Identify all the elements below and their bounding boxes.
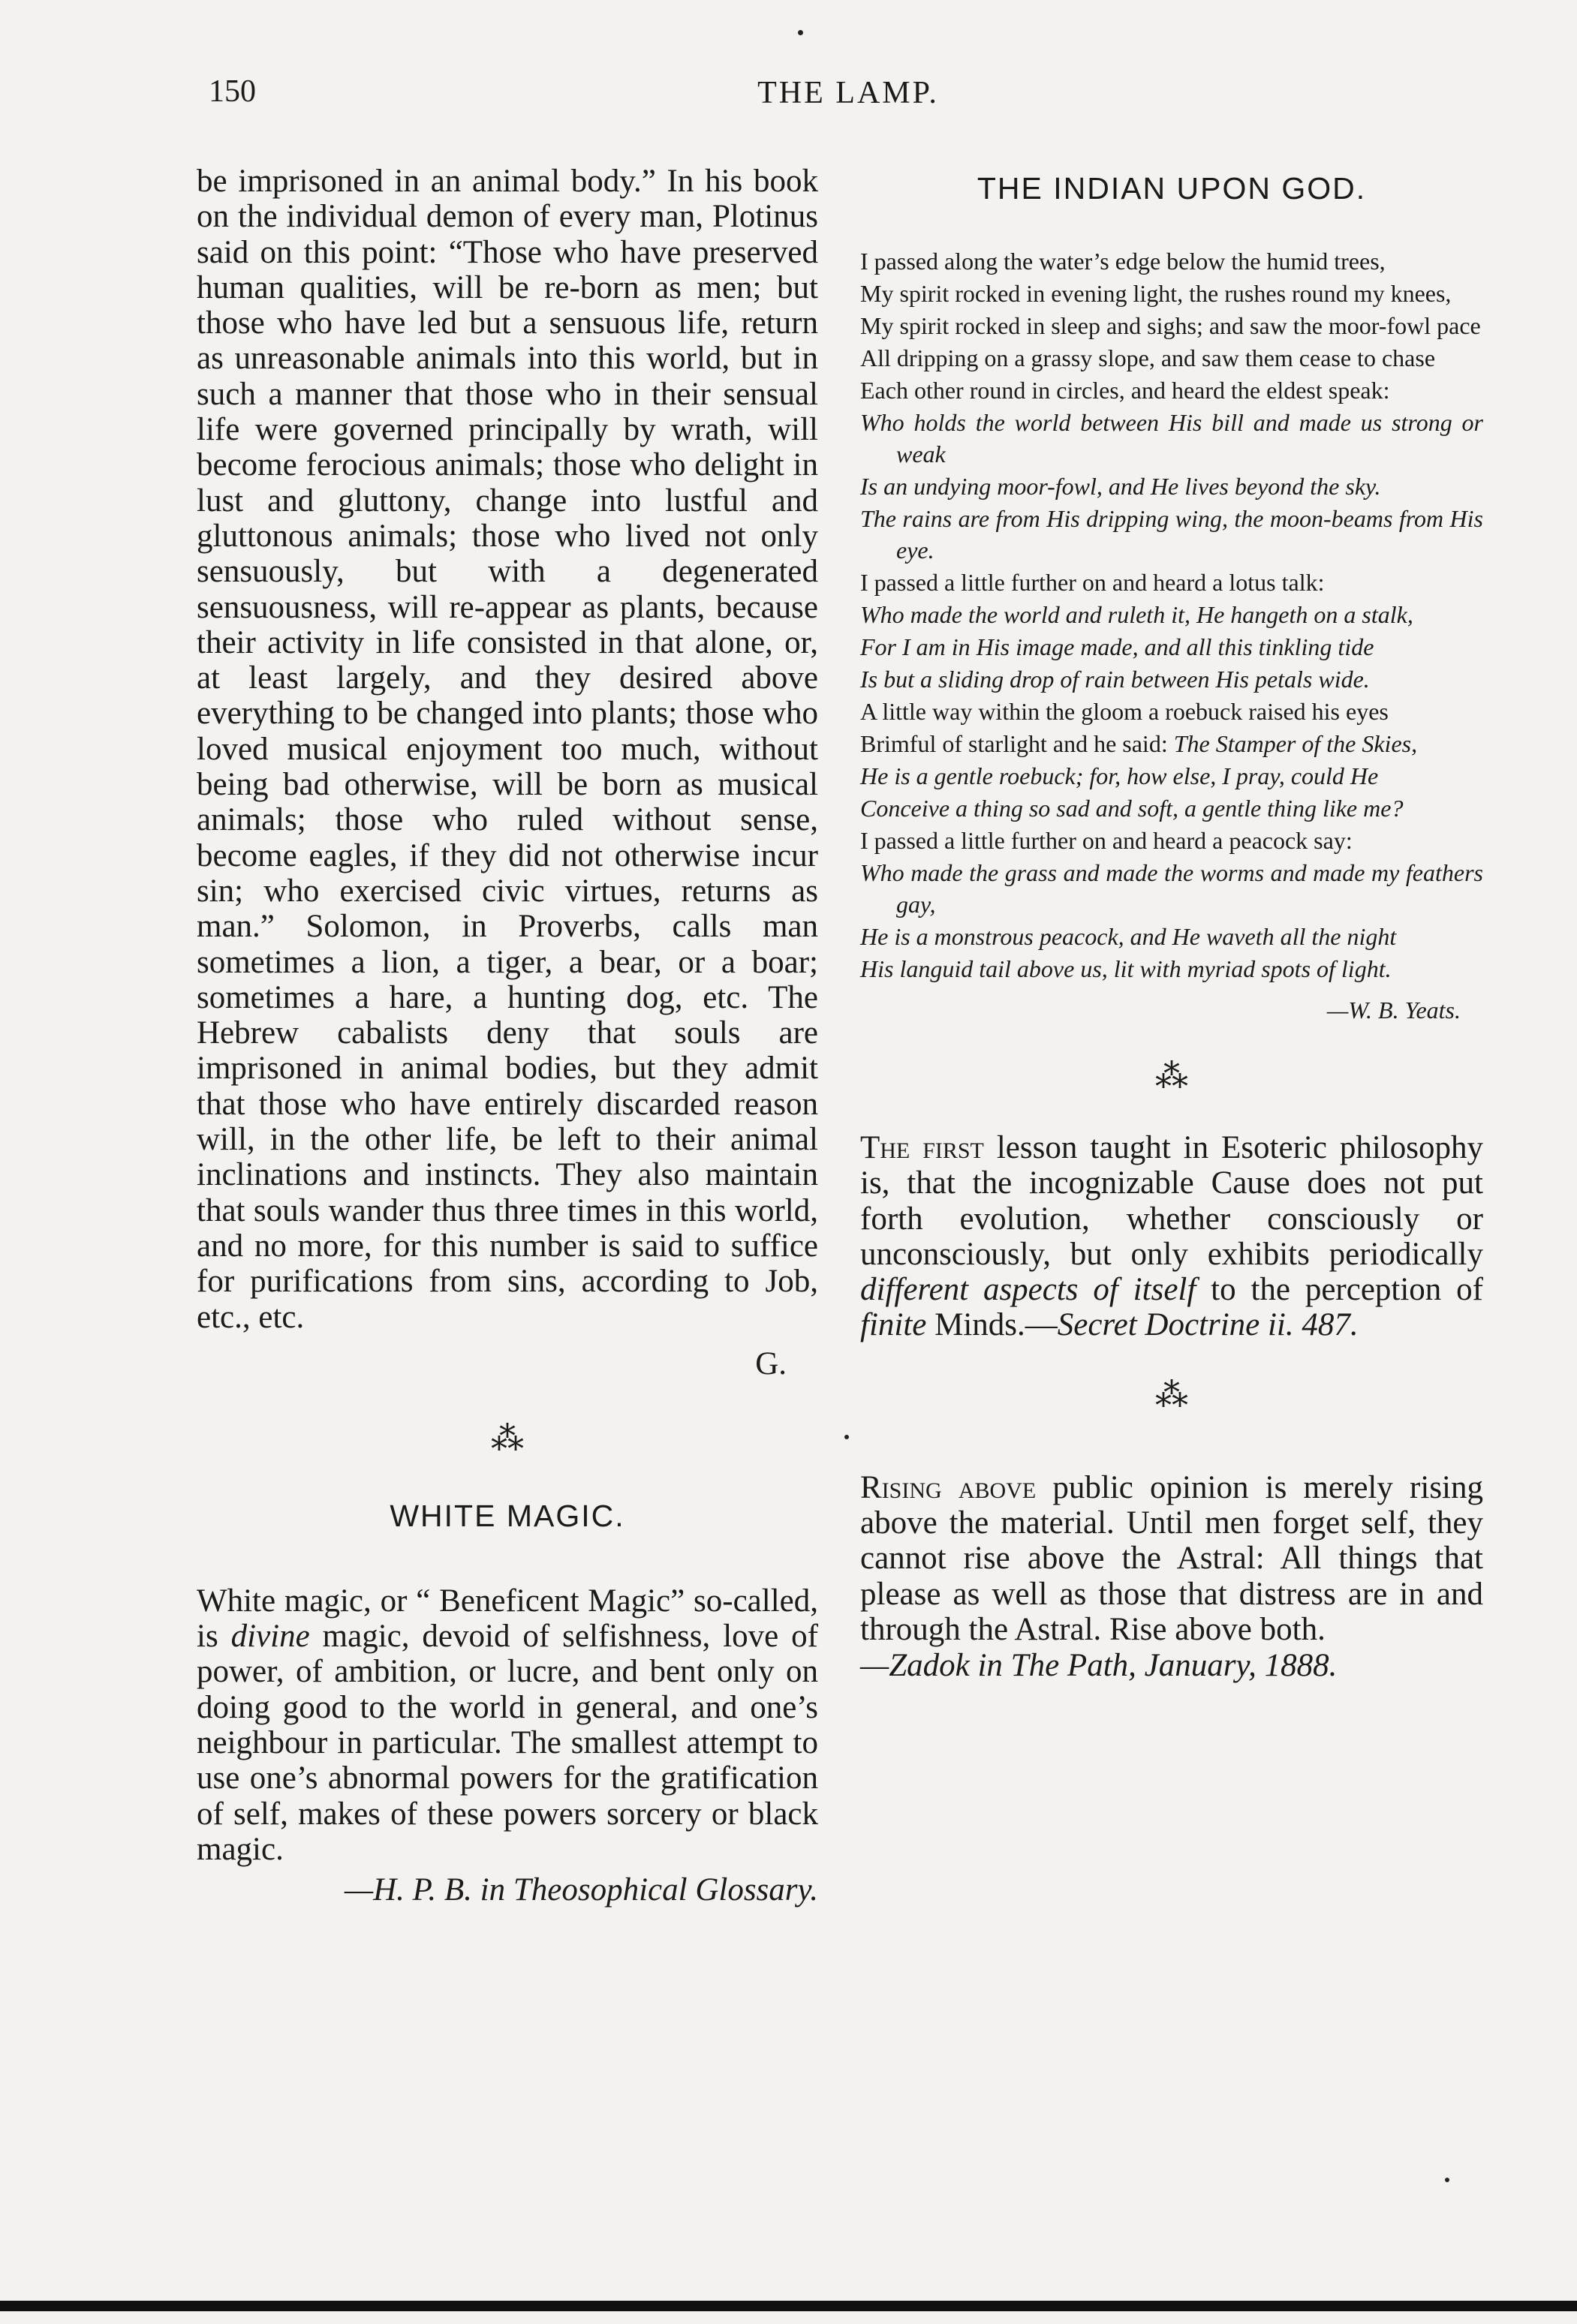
poem-line (860, 342, 1483, 374)
ornament-icon: ⁂ (491, 1420, 524, 1457)
author-initial: G. (755, 1345, 787, 1381)
poem-line-text: Each other round in circles, and heard the eldest speak: (860, 377, 1390, 404)
white-magic-text-end: magic, devoid of selfishness, love of power, of ambition, or lucre, and bent only on doing good to the world in general, and one’s neighbour in particular. The smallest attempt to use one’s abnormal powers for the gratification of self, makes of these powers sorcery or black magic. (197, 1619, 818, 1867)
poem-line-text: My spirit rocked in sleep and sighs; and saw the moor-fowl pace (860, 312, 1481, 339)
white-magic-citation: —H. P. B. in Theosophical Glossary. (344, 1872, 818, 1908)
rising-above-citation: —Zadok in The Path, January, 1888. (860, 1648, 1338, 1684)
ornament-icon: ⁂ (1155, 1058, 1188, 1095)
poem-line-text: Who made the grass and made the worms and made my feathers gay, (860, 859, 1483, 918)
print-speck (1445, 2178, 1449, 2182)
poem-line (860, 245, 1483, 277)
poem-line (860, 310, 1483, 341)
white-magic-paragraph (197, 1583, 818, 1867)
poem-line (860, 278, 1483, 309)
first-lesson-emphasis-finite: finite (860, 1307, 927, 1343)
poem-line (860, 567, 1483, 598)
poem-line-text: He is a gentle roebuck; for, how else, I pray, could He (860, 762, 1379, 789)
poem-line-text: Brimful of starlight and he said: (860, 730, 1168, 757)
page-edge-rule (0, 2301, 1577, 2311)
reincarnation-paragraph: be imprisoned in an animal body.” In his book on the individual demon of every man, Plotinus said on this point: “Those who have preserved human qualities, will be re-born as men; but those who have led but a sensuous life, return as unreasonable animals into this world, but in such a manner that those who in their sensual life were governed principally by wrath, will become ferocious animals; those who delight in lust and gluttony, change into lustful and gluttonous animals; those who lived not only sensuously, but with a degenerated sensuousness, will re-appear as plants, because their activity in life consisted in that alone, or, at least largely, and they desired above everything to be changed into plants; those who loved musical enjoyment too much, without being bad otherwise, will be born as musical animals; those who ruled without sense, become eagles, if they did not otherwise incur sin; who exercised civic virtues, returns as man.” Solomon, in Proverbs, calls man sometimes a lion, a tiger, a bear, or a boar; sometimes a hare, a hunting dog, etc. The Hebrew cabalists deny that souls are imprisoned in animal bodies, but they admit that those who have entirely discarded reason will, in the other life, be left to their animal inclinations and instincts. They also maintain that souls wander thus three times in this world, and no more, for this number is said to suffice for purifications from sins, according to Job, etc., etc. (197, 164, 818, 1335)
poem-line (860, 374, 1483, 406)
poem-line-text: A little way within the gloom a roebuck raised his eyes (860, 698, 1389, 725)
poem-line (860, 760, 1483, 792)
poem-line-text: I passed a little further on and heard a peacock say: (860, 827, 1353, 854)
first-lesson-text-start: lesson taught in Esoteric philosophy is, that the incognizable Cause does not put forth evolution, whether consciously or unconsciously, but only exhibits periodically (860, 1130, 1484, 1272)
poem-line-text: All dripping on a grassy slope, and saw them cease to chase (860, 344, 1436, 371)
poem-line-text: Who holds the world between His bill and made us strong or weak (860, 409, 1483, 468)
white-magic-text-start: White magic, or “ Beneficent Magic” so-called, is (197, 1583, 818, 1655)
poem-title: THE INDIAN UPON GOD. (977, 171, 1367, 206)
poem-line-text: For I am in His image made, and all this tinkling tide (860, 633, 1374, 660)
poem-line-text: His languid tail above us, lit with myriad spots of light. (860, 955, 1392, 982)
poem-line (860, 696, 1483, 727)
first-lesson-text-end: Minds.— (926, 1307, 1058, 1343)
poem-line (860, 471, 1483, 502)
ornament-icon: ⁂ (1155, 1376, 1188, 1414)
poem-line-italic-tail: The Stamper of the Skies, (1167, 730, 1418, 757)
poem-line (860, 825, 1483, 856)
poem-line-text: My spirit rocked in evening light, the rushes round my knees, (860, 280, 1452, 307)
first-lesson-lead: The first (860, 1130, 984, 1165)
poem-line-text: Conceive a thing so sad and soft, a gentle thing like me? (860, 795, 1404, 822)
poem-line (860, 728, 1483, 759)
poem-line (860, 503, 1483, 566)
poem-line-text: I passed a little further on and heard a lotus talk: (860, 569, 1325, 596)
right-column (860, 164, 1483, 1684)
running-head: THE LAMP. (757, 76, 939, 110)
poem-line-text: Who made the world and ruleth it, He hangeth on a stalk, (860, 601, 1413, 628)
poem-line-text: Is an undying moor-fowl, and He lives beyond the sky. (860, 473, 1381, 500)
poem-line (860, 599, 1483, 630)
poem-line-text: Is but a sliding drop of rain between His petals wide. (860, 666, 1370, 693)
page-header (203, 74, 1494, 119)
print-speck (798, 30, 803, 35)
first-lesson-citation: Secret Doctrine ii. 487. (1057, 1307, 1359, 1343)
rising-above-text: public opinion is merely rising above the material. Until men forget self, they cannot rise above the Astral: All things that please as well as those that distress are in and through the Astral. Rise above both. (860, 1469, 1483, 1647)
page-number: 150 (209, 74, 256, 109)
rising-above-lead: Rising above (860, 1469, 1037, 1505)
poem-line-text: I passed along the water’s edge below the humid trees, (860, 248, 1386, 275)
first-lesson-text-middle: to the perception of (1196, 1272, 1483, 1308)
poem-line (860, 663, 1483, 695)
poem-line (860, 407, 1483, 470)
print-speck (844, 1435, 849, 1439)
rising-above-paragraph (860, 1470, 1483, 1647)
poem-line-text: He is a monstrous peacock, and He waveth all the night (860, 923, 1397, 950)
first-lesson-emphasis: different aspects of itself (860, 1272, 1196, 1308)
white-magic-title: WHITE MAGIC. (390, 1498, 625, 1533)
white-magic-emphasis: divine (230, 1619, 310, 1655)
poem-signature: —W. B. Yeats. (1326, 997, 1461, 1024)
poem-line (860, 921, 1483, 952)
left-column (197, 164, 818, 1908)
poem-line (860, 953, 1483, 985)
poem-line (860, 792, 1483, 824)
first-lesson-paragraph (860, 1130, 1483, 1343)
poem-lines (860, 245, 1483, 985)
poem-line (860, 857, 1483, 920)
poem-line-text: The rains are from His dripping wing, the moon-beams from His eye. (860, 505, 1483, 564)
poem-line (860, 631, 1483, 663)
